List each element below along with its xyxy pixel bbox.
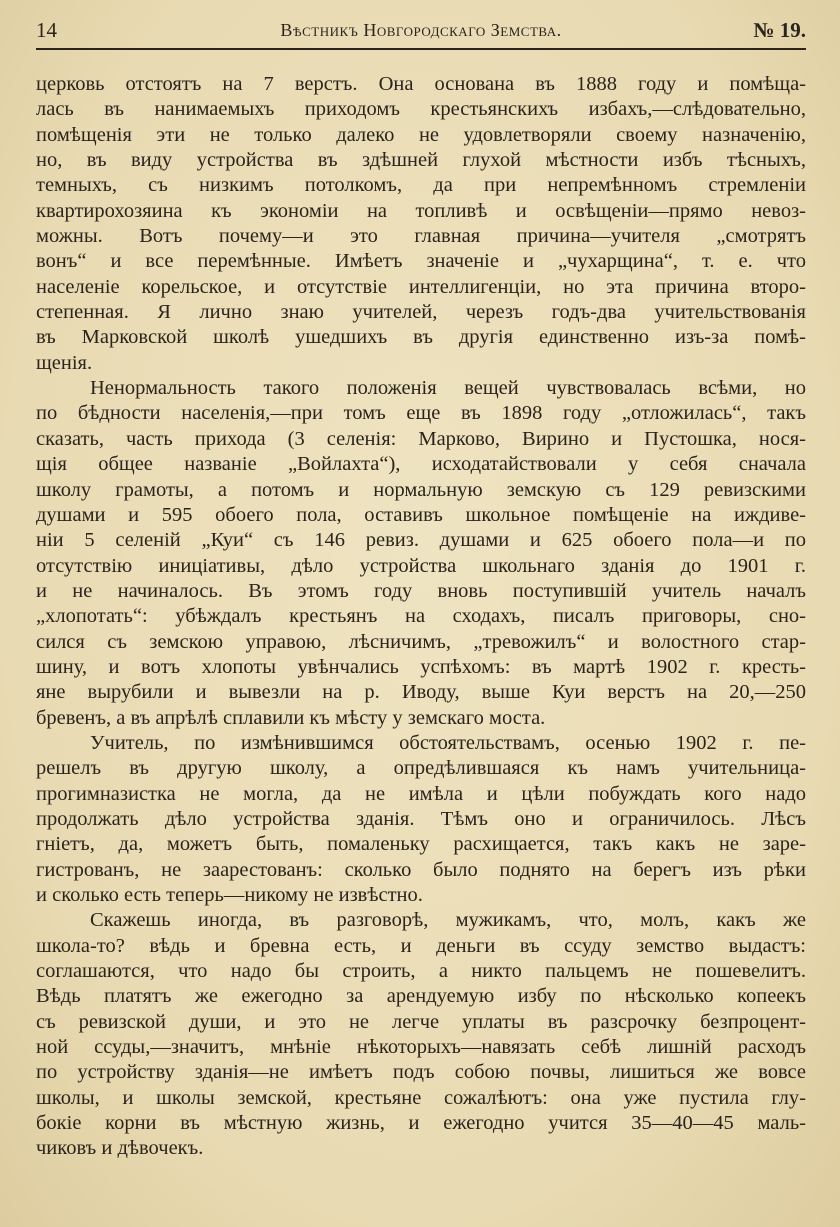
text-line: Учитель, по измѣнившимся обстоятельствамъ, осенью 1902 г. пе-: [90, 731, 806, 754]
text-line: и сколько есть теперь—никому не извѣстно.: [36, 884, 423, 906]
text-line: яне вырубили и вывезли на р. Иводу, выше Куи верстъ на 20,—250: [36, 681, 806, 704]
text-line: съ ревизской души, и это не легче уплаты въ разсрочку безпроцент-: [36, 1010, 806, 1033]
text-line: „хлопотать“: убѣждалъ крестьянъ на сходахъ, писалъ приговоры, сно-: [36, 605, 806, 628]
text-line: чиковъ и дѣвочекъ.: [36, 1137, 204, 1160]
text-line: бревенъ, а въ апрѣлѣ сплавили къ мѣсту у земскаго моста.: [36, 706, 546, 729]
text-line: ной ссуды,—значитъ, мнѣніе нѣкоторыхъ—навязать себѣ лишній расходъ: [36, 1036, 806, 1059]
page-number: 14: [36, 18, 57, 42]
text-line: щенія.: [36, 351, 93, 374]
text-line: отсутствію иниціативы, дѣло устройства школьнаго зданія до 1901 г.: [36, 554, 806, 577]
text-line: въ Марковской школѣ ушедшихъ въ другія единственно изъ-за помѣ-: [36, 326, 806, 349]
text-line: по бѣдности населенія,—при томъ еще въ 1898 году „отложилась“, такъ: [36, 402, 806, 425]
text-line: гніетъ, да, можетъ быть, помаленьку расхищается, такъ какъ не заре-: [36, 833, 806, 856]
text-line: Ненормальность такого положенія вещей чувствовалась всѣми, но: [90, 377, 806, 400]
journal-title: Вѣстникъ Новгородскаго Земства.: [280, 20, 562, 40]
text-line: и не начиналось. Въ этомъ году вновь поступившій учитель началъ: [36, 579, 806, 602]
text-line: темныхъ, съ низкимъ потолкомъ, да при непремѣнномъ стремленіи: [36, 174, 806, 197]
text-line: школа-то? вѣдь и бревна есть, и деньги въ ссуду земство выдастъ:: [36, 934, 806, 957]
text-line: населеніе корельское, и отсутствіе интеллигенціи, но эта причина второ-: [36, 275, 806, 298]
text-line: помѣщенія эти не только далеко не удовлетворяли своему назначенію,: [36, 123, 806, 146]
text-line: душами и 595 обоего пола, оставивъ школьное помѣщеніе на иждиве-: [36, 503, 806, 526]
text-line: шину, и вотъ хлопоты увѣнчались успѣхомъ: въ мартѣ 1902 г. кресть-: [36, 655, 806, 678]
text-line: степенная. Я лично знаю учителей, черезъ годъ-два учительствованія: [36, 301, 806, 324]
text-line: соглашаются, что надо бы строить, а никто пальцемъ не пошевелитъ.: [36, 960, 806, 983]
text-line: продолжать дѣло устройства зданія. Тѣмъ оно и ограничилось. Лѣсъ: [36, 807, 806, 830]
text-line: решелъ въ другую школу, а опредѣлившаяся къ намъ учительница-: [36, 757, 806, 780]
text-line: сился съ земскою управою, лѣсничимъ, „тревожилъ“ и волостного стар-: [36, 630, 806, 653]
text-line: гистрованъ, не заарестованъ: сколько было поднято на берегъ изъ рѣки: [36, 858, 806, 881]
text-line: сказать, часть прихода (3 селенія: Марково, Вирино и Пустошка, нося-: [36, 427, 806, 450]
text-line: бокіе корни въ мѣстную жизнь, и ежегодно учится 35—40—45 маль-: [36, 1112, 806, 1135]
text-line: школы, и школы земской, крестьяне сожалѣютъ: она уже пустила глу-: [36, 1086, 806, 1109]
text-line: вонъ“ и все перемѣнные. Имѣетъ значеніе и „чухарщина“, т. е. что: [36, 250, 806, 273]
text-line: но, въ виду устройства въ здѣшней глухой мѣстности избъ тѣсныхъ,: [36, 149, 806, 172]
text-line: лась въ нанимаемыхъ приходомъ крестьянскихъ избахъ,—слѣдовательно,: [36, 98, 806, 121]
text-line: прогимназистка не могла, да не имѣла и цѣли побуждать кого надо: [36, 782, 806, 805]
header-rule: [36, 48, 806, 50]
text-line: щія общее названіе „Войлахта“), исходатайствовали у себя сначала: [36, 453, 806, 476]
text-line: церковь отстоятъ на 7 верстъ. Она основана въ 1888 году и помѣща-: [36, 73, 806, 95]
article-body: [36, 72, 806, 1162]
issue-number: № 19.: [753, 18, 806, 42]
text-line: ніи 5 селеній „Куи“ съ 146 ревиз. душами и 625 обоего пола—и по: [36, 529, 806, 552]
text-line: Скажешь иногда, въ разговорѣ, мужикамъ, что, молъ, какъ же: [90, 909, 806, 932]
running-header: [36, 18, 806, 48]
text-line: по устройству зданія—не имѣетъ подъ собою почвы, лишиться же вовсе: [36, 1061, 806, 1084]
text-line: можны. Вотъ почему—и это главная причина—учителя „смотрятъ: [36, 225, 806, 248]
text-line: школу грамоты, а потомъ и нормальную земскую съ 129 ревизскими: [36, 478, 806, 501]
text-line: квартирохозяина къ экономіи на топливѣ и освѣщеніи—прямо невоз-: [36, 199, 806, 222]
text-line: Вѣдь платятъ же ежегодно за арендуемую избу по нѣсколько копеекъ: [36, 985, 806, 1008]
